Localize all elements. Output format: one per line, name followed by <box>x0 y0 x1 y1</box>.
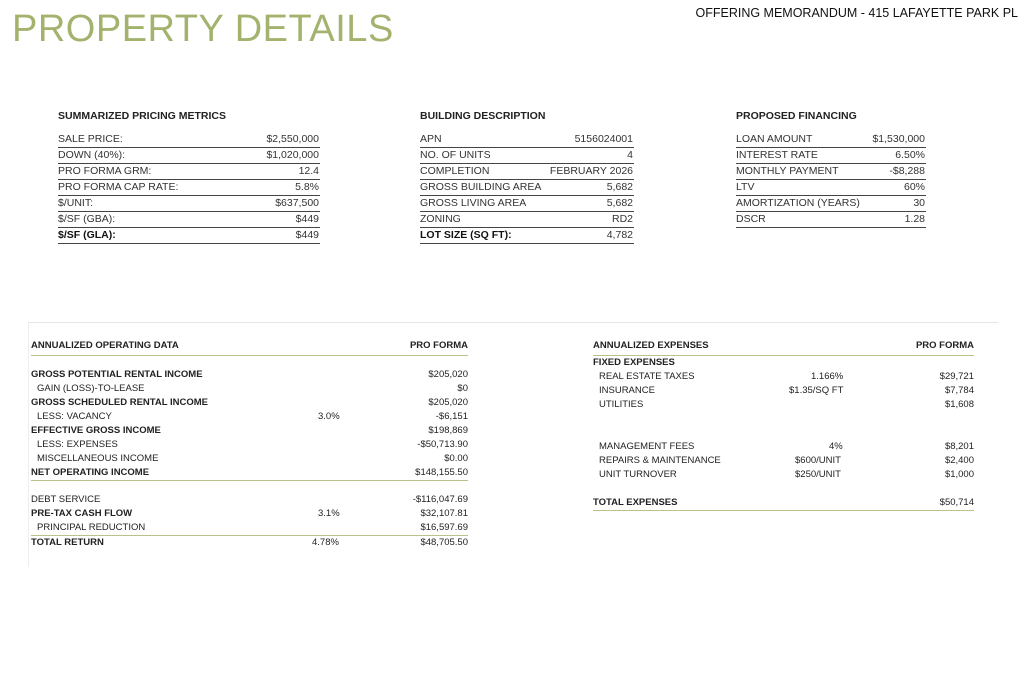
row-rate: 4% <box>829 441 843 452</box>
row-value: $449 <box>295 229 319 241</box>
table-row <box>593 370 974 384</box>
row-label: UNIT TURNOVER <box>599 469 677 480</box>
row-value: $1,000 <box>944 469 974 480</box>
pricing-row <box>58 228 320 244</box>
pricing-metrics <box>58 110 320 244</box>
table-row <box>31 368 468 382</box>
row-percent: 3.1% <box>318 508 340 519</box>
operating-title: ANNUALIZED OPERATING DATA <box>31 340 179 351</box>
row-percent: 4.78% <box>312 537 339 548</box>
row-label: REPAIRS & MAINTENANCE <box>599 455 721 466</box>
pricing-row <box>58 148 320 164</box>
row-label: APN <box>420 133 442 145</box>
row-value: $0.00 <box>444 453 468 464</box>
row-label: MANAGEMENT FEES <box>599 441 695 452</box>
row-label: DSCR <box>736 213 766 225</box>
expenses-header <box>593 340 974 356</box>
row-value: $16,597.69 <box>420 522 468 533</box>
table-row <box>593 496 974 511</box>
financing-row <box>736 212 926 228</box>
building-title: BUILDING DESCRIPTION <box>420 110 546 122</box>
row-value: $1,608 <box>944 399 974 410</box>
row-label: GROSS POTENTIAL RENTAL INCOME <box>31 369 203 380</box>
row-percent: 3.0% <box>318 411 340 422</box>
table-row <box>593 468 974 482</box>
row-value: $1,530,000 <box>872 133 925 145</box>
table-row <box>593 356 974 370</box>
row-value: 5.8% <box>295 181 319 193</box>
fixed-expenses-label: FIXED EXPENSES <box>593 357 675 368</box>
table-row <box>31 424 468 438</box>
row-value: $48,705.50 <box>420 537 468 548</box>
table-row <box>31 521 468 536</box>
table-row <box>31 507 468 521</box>
table-row <box>31 493 468 507</box>
row-value: FEBRUARY 2026 <box>549 165 633 177</box>
row-value: 60% <box>903 181 925 193</box>
expenses-table <box>593 340 974 511</box>
table-row <box>31 382 468 396</box>
row-label: COMPLETION <box>420 165 490 177</box>
row-label: LOAN AMOUNT <box>736 133 813 145</box>
row-label: DOWN (40%): <box>58 149 126 161</box>
row-value: $2,550,000 <box>266 133 319 145</box>
row-label: UTILITIES <box>599 399 644 410</box>
row-value: $205,020 <box>428 369 468 380</box>
row-value: $205,020 <box>428 397 468 408</box>
table-row <box>31 536 468 550</box>
building-row <box>420 180 634 196</box>
row-label: $/SF (GBA): <box>58 213 116 225</box>
building-row <box>420 196 634 212</box>
row-label: INSURANCE <box>599 385 655 396</box>
row-label: PRO FORMA GRM: <box>58 165 152 177</box>
financing-row <box>736 132 926 148</box>
row-value: -$50,713.90 <box>417 439 468 450</box>
row-label: MONTHLY PAYMENT <box>736 165 839 177</box>
row-label: LESS: EXPENSES <box>37 439 118 450</box>
row-value: $29,721 <box>939 371 974 382</box>
row-label: GAIN (LOSS)-TO-LEASE <box>37 383 145 394</box>
row-label: SALE PRICE: <box>58 133 123 145</box>
row-value: 6.50% <box>895 149 925 161</box>
operating-header <box>31 340 468 356</box>
page-title: PROPERTY DETAILS <box>12 8 394 50</box>
row-value: 1.28 <box>904 213 925 225</box>
pricing-row <box>58 180 320 196</box>
row-value: $8,201 <box>944 441 974 452</box>
row-value: 5,682 <box>606 181 633 193</box>
row-label: PRE-TAX CASH FLOW <box>31 508 133 519</box>
row-value: -$116,047.69 <box>412 494 468 505</box>
expenses-title: ANNUALIZED EXPENSES <box>593 340 709 351</box>
operating-column-header: PRO FORMA <box>409 340 468 351</box>
section-divider <box>28 322 998 323</box>
table-row <box>31 410 468 424</box>
row-label: LESS: VACANCY <box>37 411 112 422</box>
pricing-row <box>58 164 320 180</box>
row-label: INTEREST RATE <box>736 149 818 161</box>
row-label: PRO FORMA CAP RATE: <box>58 181 179 193</box>
row-value: $148,155.50 <box>415 467 468 478</box>
table-row <box>31 466 468 481</box>
row-value: $32,107.81 <box>420 508 468 519</box>
financing-row <box>736 180 926 196</box>
row-value: 12.4 <box>298 165 319 177</box>
row-rate: 1.166% <box>811 371 844 382</box>
pricing-title: SUMMARIZED PRICING METRICS <box>58 110 226 122</box>
building-description <box>420 110 634 244</box>
row-label: $/SF (GLA): <box>58 229 116 241</box>
row-value: 4 <box>627 149 633 161</box>
section-edge <box>28 322 29 567</box>
financing-row <box>736 196 926 212</box>
row-label: DEBT SERVICE <box>31 494 101 505</box>
row-label: GROSS BUILDING AREA <box>420 181 542 193</box>
row-label: GROSS SCHEDULED RENTAL INCOME <box>31 397 208 408</box>
row-label: MISCELLANEOUS INCOME <box>37 453 159 464</box>
pricing-row <box>58 132 320 148</box>
row-value: 5,682 <box>606 197 633 209</box>
building-row <box>420 228 634 244</box>
building-row <box>420 148 634 164</box>
row-label: AMORTIZATION (YEARS) <box>736 197 860 209</box>
table-row <box>31 438 468 452</box>
row-value: $198,869 <box>428 425 468 436</box>
memo-title: OFFERING MEMORANDUM - 415 LAFAYETTE PARK PL <box>695 6 1018 20</box>
row-value: $7,784 <box>944 385 974 396</box>
row-label: TOTAL RETURN <box>31 537 104 548</box>
row-value: $637,500 <box>275 197 319 209</box>
row-rate: $250/UNIT <box>795 469 841 480</box>
building-row <box>420 132 634 148</box>
row-label: GROSS LIVING AREA <box>420 197 527 209</box>
row-value: 30 <box>913 197 925 209</box>
table-row <box>593 398 974 412</box>
table-row <box>31 396 468 410</box>
pricing-row <box>58 196 320 212</box>
financing-row <box>736 148 926 164</box>
row-rate: $1.35/SQ FT <box>789 385 844 396</box>
row-label: EFFECTIVE GROSS INCOME <box>31 425 161 436</box>
row-label: LTV <box>736 181 755 193</box>
row-value: $1,020,000 <box>266 149 319 161</box>
row-value: -$6,151 <box>435 411 468 422</box>
financing-title: PROPOSED FINANCING <box>736 110 857 122</box>
row-label: $/UNIT: <box>58 197 94 209</box>
building-row <box>420 164 634 180</box>
proposed-financing <box>736 110 926 228</box>
row-value: -$8,288 <box>889 165 925 177</box>
row-rate: $600/UNIT <box>795 455 841 466</box>
row-label: NO. OF UNITS <box>420 149 491 161</box>
row-value: $50,714 <box>939 497 974 508</box>
row-label: REAL ESTATE TAXES <box>599 371 695 382</box>
row-value: $2,400 <box>944 455 974 466</box>
row-label: ZONING <box>420 213 461 225</box>
row-label: LOT SIZE (SQ FT): <box>420 229 512 241</box>
table-row <box>593 384 974 398</box>
row-label: TOTAL EXPENSES <box>593 497 678 508</box>
expenses-column-header: PRO FORMA <box>915 340 974 351</box>
table-row <box>31 452 468 466</box>
pricing-row <box>58 212 320 228</box>
operating-data-table <box>31 340 468 550</box>
row-value: $449 <box>295 213 319 225</box>
row-value: RD2 <box>611 213 633 225</box>
table-row <box>593 440 974 454</box>
row-value: 5156024001 <box>574 133 633 145</box>
financing-row <box>736 164 926 180</box>
row-value: $0 <box>457 383 468 394</box>
row-label: PRINCIPAL REDUCTION <box>37 522 146 533</box>
row-value: 4,782 <box>606 229 633 241</box>
row-label: NET OPERATING INCOME <box>31 467 150 478</box>
building-row <box>420 212 634 228</box>
table-row <box>593 454 974 468</box>
